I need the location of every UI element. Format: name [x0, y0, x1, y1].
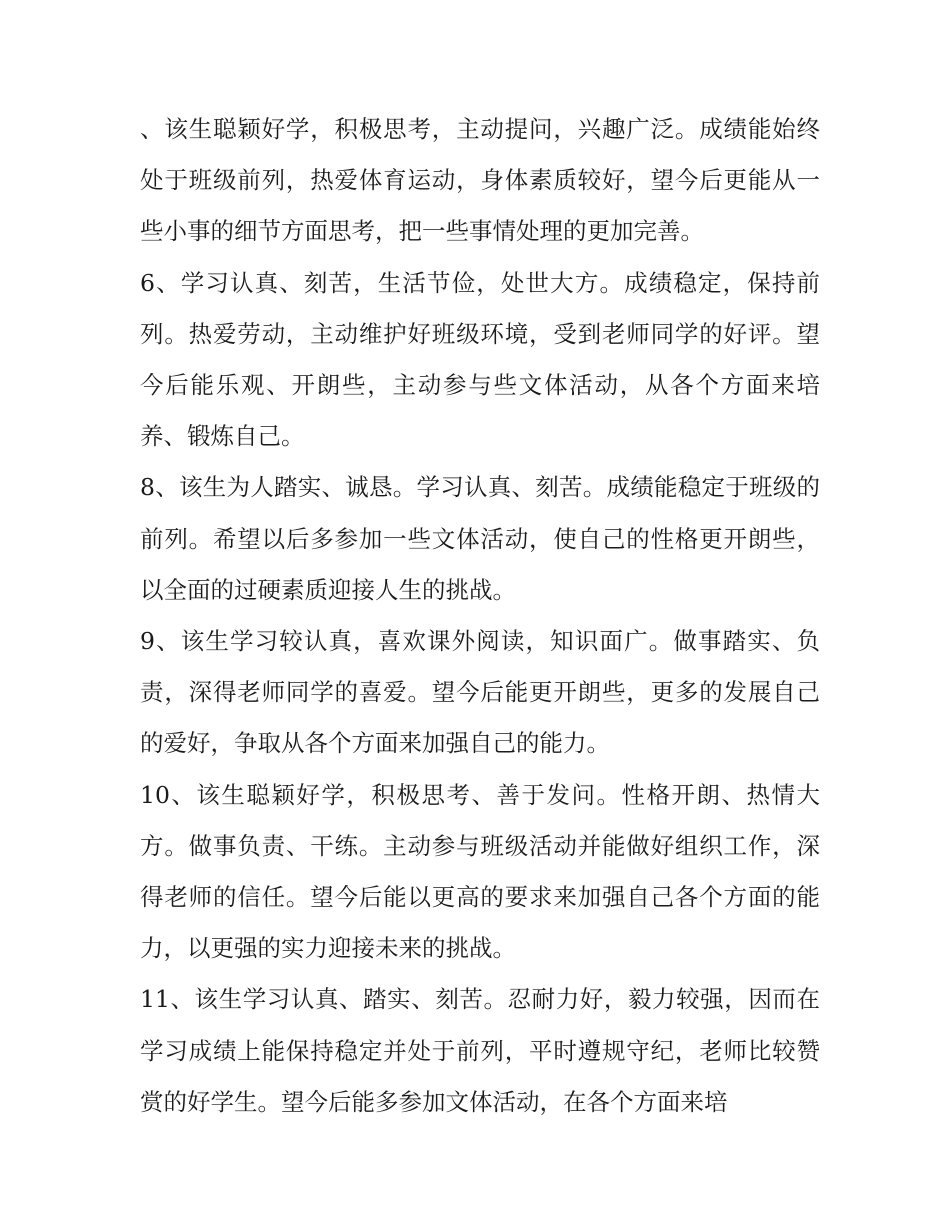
document-body	[140, 104, 820, 1128]
comment-paragraph-10: 10、该生聪颖好学，积极思考、善于发问。性格开朗、热情大方。做事负责、干练。主动参与班级活动并能做好组织工作，深得老师的信任。望今后能以更高的要求来加强自己各个方面的能力，以更强的实力迎接未来的挑战。	[140, 780, 820, 963]
comment-paragraph-11: 11、该生学习认真、踏实、刻苦。忍耐力好，毅力较强，因而在学习成绩上能保持稳定并处于前列，平时遵规守纪，老师比较赞赏的好学生。望今后能多参加文体活动，在各个方面来培	[140, 985, 820, 1116]
comment-paragraph-6: 6、学习认真、刻苦，生活节俭，处世大方。成绩稳定，保持前列。热爱劳动，主动维护好班级环境，受到老师同学的好评。望今后能乐观、开朗些，主动参与些文体活动，从各个方面来培养、锻炼自己。	[140, 268, 820, 451]
comment-paragraph-8: 8、该生为人踏实、诚恳。学习认真、刻苦。成绩能稳定于班级的前列。希望以后多参加一些文体活动，使自己的性格更开朗些，以全面的过硬素质迎接人生的挑战。	[140, 473, 820, 604]
comment-paragraph-9: 9、该生学习较认真，喜欢课外阅读，知识面广。做事踏实、负责，深得老师同学的喜爱。望今后能更开朗些，更多的发展自己的爱好，争取从各个方面来加强自己的能力。	[140, 627, 820, 758]
comment-paragraph-continued: 、该生聪颖好学，积极思考，主动提问，兴趣广泛。成绩能始终处于班级前列，热爱体育运动，身体素质较好，望今后更能从一些小事的细节方面思考，把一些事情处理的更加完善。	[140, 115, 820, 246]
